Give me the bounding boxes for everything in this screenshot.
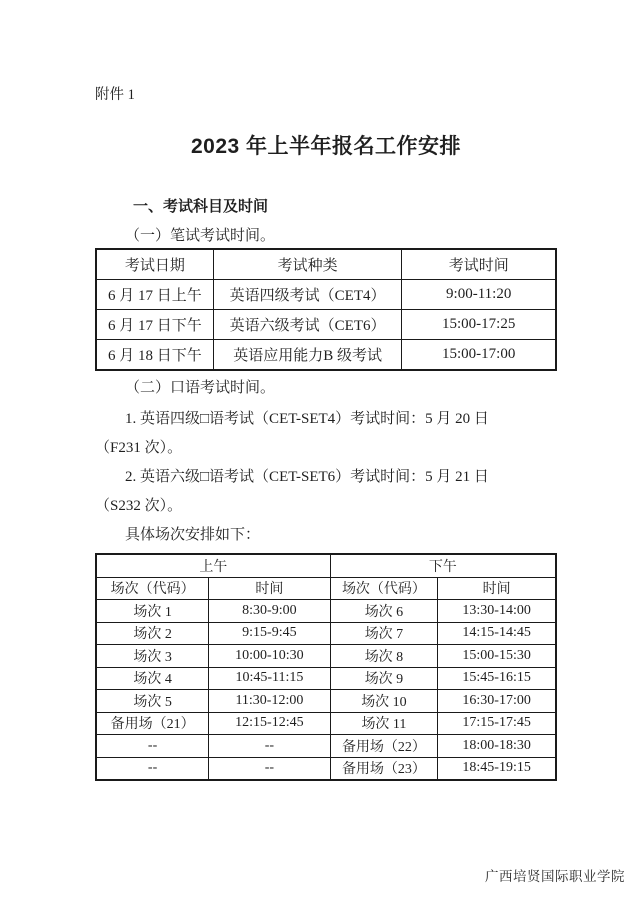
sessions-intro: 具体场次安排如下：	[125, 527, 261, 543]
table-cell: 场次 4	[96, 667, 209, 690]
table-cell: 14:15-14:45	[438, 622, 556, 645]
table-cell: 15:00-17:00	[402, 340, 556, 371]
column-header-exam-time: 考试时间	[402, 249, 556, 280]
table-cell: --	[209, 735, 330, 758]
school-watermark: 广西培贤国际职业学院	[485, 869, 625, 884]
written-exam-table	[95, 248, 557, 371]
column-header-session-code-pm: 场次（代码）	[330, 577, 438, 600]
group-header-row	[96, 554, 556, 577]
table-cell: 17:15-17:45	[438, 712, 556, 735]
table-cell: 13:30-14:00	[438, 600, 556, 623]
table-cell: 英语六级考试（CET6）	[213, 310, 402, 340]
column-header-exam-type: 考试种类	[213, 249, 402, 280]
table-cell: 备用场（21）	[96, 712, 209, 735]
attachment-label: 附件 1	[95, 87, 135, 103]
session-schedule-table	[95, 553, 557, 781]
table-cell: 场次 3	[96, 645, 209, 668]
table-row	[96, 310, 556, 340]
table-row	[96, 735, 556, 758]
table-row	[96, 690, 556, 713]
table-cell: 场次 10	[330, 690, 438, 713]
table-cell: --	[209, 757, 330, 780]
table-cell: 8:30-9:00	[209, 600, 330, 623]
table-row	[96, 622, 556, 645]
oral-cet-set6-line2: （S232 次）。	[95, 498, 183, 514]
table-cell: 11:30-12:00	[209, 690, 330, 713]
column-header-session-code-am: 场次（代码）	[96, 577, 209, 600]
table-header-row	[96, 249, 556, 280]
table-row	[96, 712, 556, 735]
table-row	[96, 757, 556, 780]
column-header-time-pm: 时间	[438, 577, 556, 600]
oral-cet-set4-line1: 1. 英语四级□语考试（CET-SET4）考试时间：5 月 20 日	[125, 411, 489, 427]
table-cell: 场次 8	[330, 645, 438, 668]
subsection-heading-written-exam: （一）笔试考试时间。	[125, 228, 276, 244]
group-header-morning: 上午	[96, 554, 330, 577]
table-header-row	[96, 577, 556, 600]
table-cell: --	[96, 735, 209, 758]
table-cell: 场次 2	[96, 622, 209, 645]
table-row	[96, 667, 556, 690]
table-cell: 场次 1	[96, 600, 209, 623]
table-cell: 英语四级考试（CET4）	[213, 280, 402, 310]
table-cell: 9:15-9:45	[209, 622, 330, 645]
table-cell: 6 月 17 日上午	[96, 280, 213, 310]
table-cell: 15:00-17:25	[402, 310, 556, 340]
column-header-exam-date: 考试日期	[96, 249, 213, 280]
table-row	[96, 600, 556, 623]
table-cell: 6 月 18 日下午	[96, 340, 213, 371]
column-header-time-am: 时间	[209, 577, 330, 600]
table-cell: 场次 7	[330, 622, 438, 645]
oral-cet-set4-line2: （F231 次）。	[95, 440, 183, 456]
table-cell: 10:45-11:15	[209, 667, 330, 690]
section-heading-exam-subjects: 一、考试科目及时间	[133, 198, 269, 215]
table-cell: 备用场（22）	[330, 735, 438, 758]
table-cell: 18:45-19:15	[438, 757, 556, 780]
table-cell: 10:00-10:30	[209, 645, 330, 668]
table-cell: 16:30-17:00	[438, 690, 556, 713]
group-header-afternoon: 下午	[330, 554, 556, 577]
table-cell: 英语应用能力B 级考试	[213, 340, 402, 371]
table-cell: 备用场（23）	[330, 757, 438, 780]
table-cell: 场次 11	[330, 712, 438, 735]
table-cell: 15:45-16:15	[438, 667, 556, 690]
table-row	[96, 645, 556, 668]
table-cell: 6 月 17 日下午	[96, 310, 213, 340]
subsection-heading-oral-exam: （二）口语考试时间。	[125, 380, 276, 396]
table-cell: 15:00-15:30	[438, 645, 556, 668]
table-row	[96, 340, 556, 371]
oral-exam-paragraphs	[95, 405, 557, 550]
table-cell: --	[96, 757, 209, 780]
oral-cet-set6-line1: 2. 英语六级□语考试（CET-SET6）考试时间：5 月 21 日	[125, 469, 489, 485]
table-cell: 场次 6	[330, 600, 438, 623]
table-row	[96, 280, 556, 310]
page-title: 2023 年上半年报名工作安排	[190, 135, 462, 158]
table-cell: 场次 5	[96, 690, 209, 713]
table-cell: 18:00-18:30	[438, 735, 556, 758]
table-cell: 12:15-12:45	[209, 712, 330, 735]
table-cell: 9:00-11:20	[402, 280, 556, 310]
table-cell: 场次 9	[330, 667, 438, 690]
